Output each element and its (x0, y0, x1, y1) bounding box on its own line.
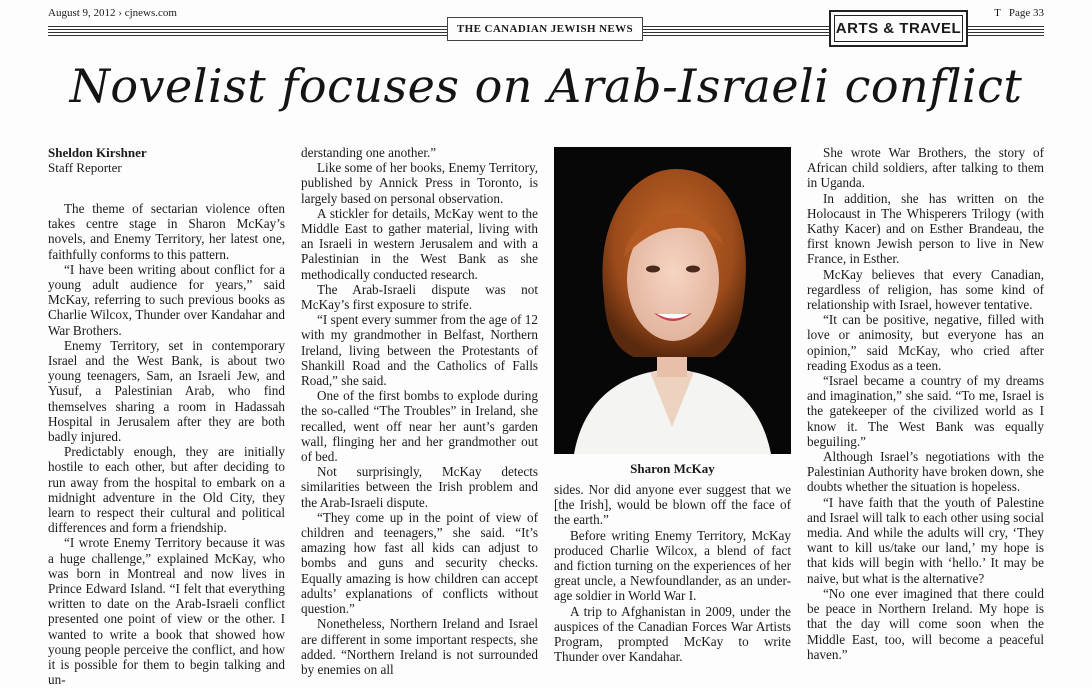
paragraph: Not surprisingly, McKay detects similarities between the Irish problem and the Arab-Israeli dispute. (301, 464, 538, 510)
section-label-box (829, 10, 968, 47)
issue-date-site: August 9, 2012 › cjnews.com (48, 7, 177, 19)
paragraph: One of the first bombs to explode during the so-called “The Troubles” in Ireland, she recalled, went off near her aunt’s garden wall, flinging her and her grandmother out of bed. (301, 388, 538, 465)
paragraph: sides. Nor did anyone ever suggest that we [the Irish], would be blown off the face of the earth.” (554, 482, 791, 528)
paragraph: Like some of her books, Enemy Territory, published by Annick Press in Toronto, is largely based on personal observation. (301, 160, 538, 206)
paragraph: “No one ever imagined that there could be peace in Northern Ireland. My hope is that the day will come soon when the Middle East, too, will become a peaceful haven.” (807, 585, 1044, 662)
paragraph: “They come up in the point of view of children and teenagers,” she said. “It’s amazing how fast all kids can adjust to bombs and guns and security checks. Equally amazing is how children can accept adults’ explanations of conflicts without question.” (301, 509, 538, 617)
paragraph: “I have been writing about conflict for a young adult audience for years,” said McKay, referring to such previous books as Charlie Wilcox, Thunder over Kandahar and War Brothers. (48, 261, 285, 338)
author-photo (554, 147, 791, 454)
page-info (994, 7, 1044, 19)
paragraph: Nonetheless, Northern Ireland and Israel are different in some important respects, she added. “Northern Ireland is not surrounded by enemies on all (301, 616, 538, 677)
paper-name: THE CANADIAN JEWISH NEWS (447, 17, 643, 41)
paragraph: “I wrote Enemy Territory because it was a huge challenge,” explained McKay, who was born in Montreal and now lives in Prince Edward Island. “I felt that everything written to date on the Arab-Israeli conflict presented one point of view or the other. I wanted to write a book that showed how young people perceive the conflict, and how it is possible for them to begin talking and un- (48, 535, 285, 688)
paragraph: A trip to Afghanistan in 2009, under the auspices of the Canadian Forces War Artists Program, prompted McKay to write Thunder over Kandahar. (554, 603, 791, 665)
paragraph: Predictably enough, they are initially hostile to each other, but after deciding to run away from the hospital to embark on a midnight adventure in the Old City, they learn to respect their cultural and political differences and form a friendship. (48, 444, 285, 536)
paragraph: “Israel became a country of my dreams and imagination,” she said. “To me, Israel is the gatekeeper of the civilized world as I know it. The West Bank was equally beguiling.” (807, 373, 1044, 449)
article-column-1 (48, 145, 285, 688)
photo-caption: Sharon McKay (630, 461, 715, 476)
article-column-4 (807, 145, 1044, 662)
page-number: Page 33 (1008, 7, 1044, 19)
article-headline: Novelist focuses on Arab-Israeli conflict (69, 59, 1023, 113)
paragraph: A stickler for details, McKay went to the Middle East to gather material, living with an Israeli in western Jerusalem and with a Palestinian in the West Bank as she methodically conducted research. (301, 205, 538, 282)
paragraph: Enemy Territory, set in contemporary Israel and the West Bank, is about two young teenagers, Sam, an Israeli Jew, and Yusuf, a Palestinian Arab, who find themselves sharing a room in Hadassah Hospital in Jerusalem after they are both badly injured. (48, 337, 285, 445)
section-label: ARTS & TRAVEL (834, 15, 963, 42)
portrait-image (554, 147, 791, 454)
paragraph: The theme of sectarian violence often takes centre stage in Sharon McKay’s novels, and Enemy Territory, her latest one, faithfully conforms to this pattern. (48, 201, 285, 262)
byline-role: Staff Reporter (48, 160, 122, 175)
paragraph: “I have faith that the youth of Palestine and Israel will talk to each other using social media. And while the adults will cry, ‘They want to kill us/take our land,’ my hope is that kids will begin with ‘hello.’ It may be naive, but what is the alternative? (807, 494, 1044, 586)
paragraph: “I spent every summer from the age of 12 with my grandmother in Belfast, Northern Ireland, living between the Protestants of Shankill Road and the Catholics of Falls Road,” she said. (301, 312, 538, 389)
paragraph: She wrote War Brothers, the story of African child soldiers, after talking to them in Uganda. (807, 145, 1044, 191)
paragraph: In addition, she has written on the Holocaust in The Whisperers Trilogy (with Kathy Kacer) and on Esther Brandeau, the first known Jewish person to live in New France, in Esther. (807, 190, 1044, 267)
paragraph: Although Israel’s negotiations with the Palestinian Authority have broken down, she doubts whether the situation is hopeless. (807, 449, 1044, 495)
paragraph: derstanding one another.” (301, 145, 437, 160)
paragraph: “It can be positive, negative, filled with love or animosity, but everyone has an opinion,” said McKay, who cried after reading Exodus as a teen. (807, 312, 1044, 373)
paragraph: Before writing Enemy Territory, McKay produced Charlie Wilcox, a blend of fact and fiction turning on the experiences of her great uncle, a Newfoundlander, as an under-age soldier in World War I. (554, 527, 791, 604)
byline-name: Sheldon Kirshner (48, 145, 147, 160)
article-column-3 (554, 482, 791, 664)
page-marker: T (994, 7, 1001, 19)
article-column-2 (301, 145, 538, 677)
paragraph: McKay believes that every Canadian, regardless of religion, has some kind of relationship with Israel, however tentative. (807, 266, 1044, 313)
paragraph: The Arab-Israeli dispute was not McKay’s first exposure to strife. (301, 281, 538, 313)
